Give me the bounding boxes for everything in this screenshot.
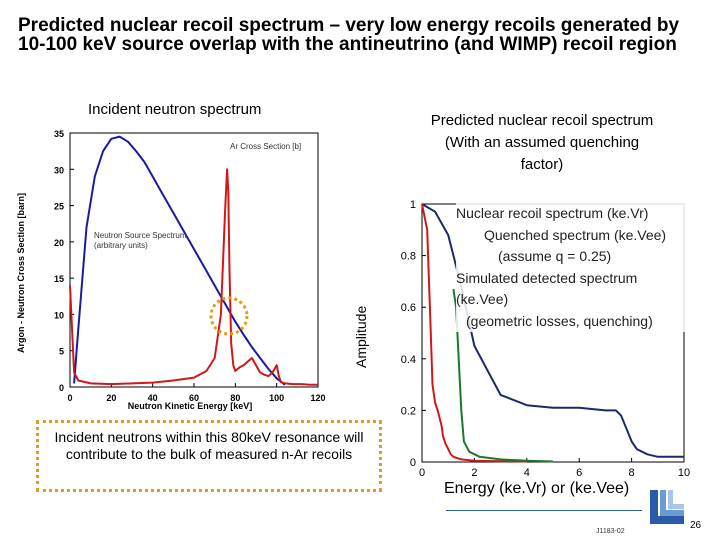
legend-line-5: (ke.Vee) (456, 291, 509, 307)
x-tick-label: 8 (628, 467, 635, 479)
right-chart-legend (456, 203, 686, 332)
x-tick-label: 0 (418, 467, 426, 479)
cross-section-chart (0, 125, 340, 415)
y-tick-label: 0.4 (400, 353, 416, 366)
footnote-code: J1183-02 (596, 528, 625, 535)
x-tick-label: 40 (147, 393, 158, 403)
right-chart-heading-line-2: (With an assumed quenching factor) (444, 134, 640, 173)
right-chart-heading-line-1: Predicted nuclear recoil spectrum (430, 112, 654, 129)
legend-line-2: Quenched spectrum (ke.Vee) (484, 226, 667, 243)
x-tick-label: 2 (471, 467, 478, 479)
left-chart-tick-labels (54, 129, 326, 403)
left-chart-annotation-source: Neutron Source Spectrum (94, 231, 187, 240)
amplitude-axis-label: Amplitude (353, 305, 369, 368)
y-tick-label: 1 (409, 199, 416, 211)
slide-title: Predicted nuclear recoil spectrum – very low energy recoils generated by 10-100 keV source overlap with the antineutrino (and WIMP) recoil region (18, 15, 680, 55)
legend-line-3: (assume q = 0.25) (498, 248, 612, 264)
x-tick-label: 120 (310, 393, 326, 403)
x-tick-label: 20 (106, 393, 117, 403)
plot-frame (70, 133, 318, 387)
x-tick-label: 0 (67, 393, 73, 403)
left-chart-series (70, 137, 318, 385)
y-tick-label: 0.6 (400, 302, 416, 315)
y-tick-label: 35 (53, 129, 64, 139)
page-number: 26 (690, 520, 702, 531)
resonance-callout-box: Incident neutrons within this 80keV resonance will contribute to the bulk of measured n-Ar recoils (36, 420, 382, 492)
x-tick-label: 6 (576, 467, 583, 479)
y-tick-label: 10 (53, 310, 64, 321)
x-tick-label: 10 (677, 467, 691, 479)
y-tick-label: 30 (53, 165, 64, 176)
x-tick-label: 80 (230, 393, 241, 403)
series-line-1 (70, 169, 318, 384)
left-chart-annotation-ar: Ar Cross Section [b] (230, 142, 302, 151)
right-chart-heading (420, 110, 664, 176)
legend-line-1: Nuclear recoil spectrum (ke.Vr) (456, 205, 649, 221)
right-chart-xlabel: Energy (ke.Vr) or (ke.Vee) (444, 480, 630, 497)
resonance-highlight-circle (211, 298, 247, 334)
y-tick-label: 0 (409, 457, 416, 469)
lab-logo-icon (646, 486, 688, 528)
left-chart-axes (70, 133, 318, 387)
y-tick-label: 20 (53, 237, 64, 248)
y-tick-label: 0.8 (400, 250, 416, 263)
y-tick-label: 25 (53, 201, 64, 212)
legend-line-6: (geometric losses, quenching) (466, 312, 653, 329)
y-tick-label: 5 (58, 346, 64, 357)
left-chart-heading: Incident neutron spectrum (88, 101, 262, 118)
left-chart-annotation-units: (arbitrary units) (94, 241, 148, 250)
y-tick-label: 0.2 (400, 405, 416, 418)
series-line-0 (74, 137, 285, 385)
left-chart-ylabel: Argon - Neutron Cross Section [barn] (16, 192, 26, 354)
legend-line-4: Simulated detected spectrum (456, 269, 638, 286)
x-tick-label: 60 (188, 393, 200, 403)
x-tick-label: 4 (523, 467, 530, 479)
footer-rule (446, 510, 642, 511)
x-tick-label: 100 (269, 393, 285, 403)
y-tick-label: 15 (53, 274, 64, 285)
left-chart-xlabel: Neutron Kinetic Energy [keV] (127, 401, 253, 411)
y-tick-label: 0 (58, 383, 64, 393)
